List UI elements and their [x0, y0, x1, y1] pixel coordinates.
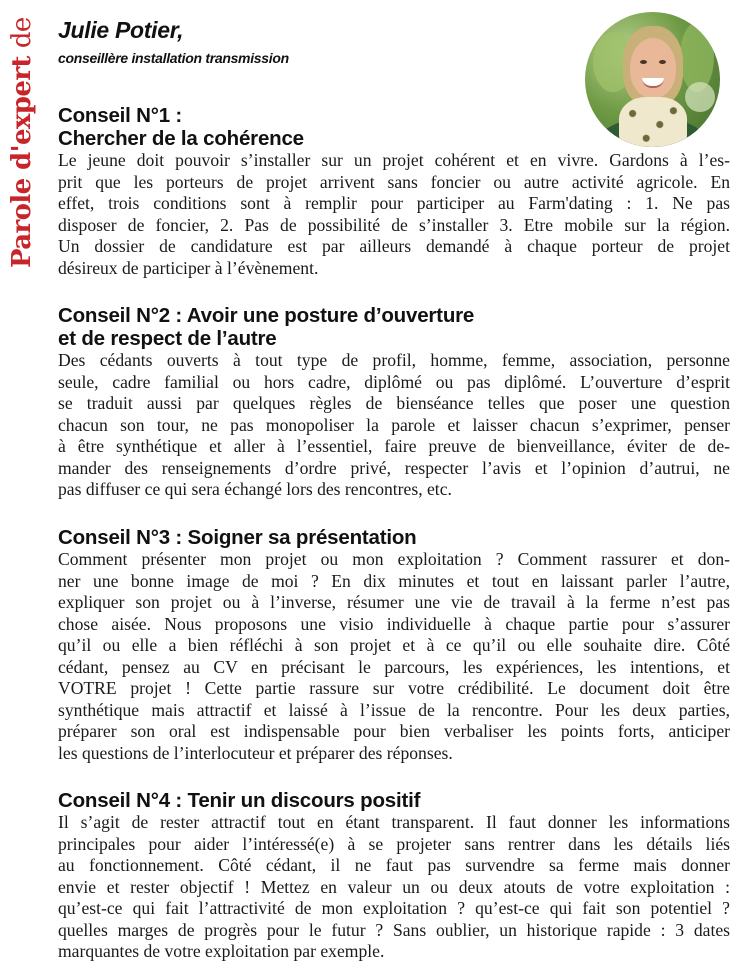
heading-line: Chercher de la cohérence [58, 127, 304, 150]
body-line: se traduit aussi par quelques règles de bienséance telles que poser une question [58, 393, 730, 414]
advice-section-2 [58, 304, 730, 501]
heading-line: Conseil N°4 : Tenir un discours positif [58, 789, 421, 812]
body-line: cédant, pensez au CV en précisant le parcours, les expériences, les intentions, et [58, 656, 730, 677]
body-line: au fonctionnement. Côté cédant, il ne faut pas survendre sa ferme mais donner [58, 855, 730, 876]
side-title-bold: Parole d'expert [7, 56, 37, 268]
body-line: envie et rester objectif ! Mettez en valeur un ou deux atouts de votre exploitation : [58, 876, 730, 897]
body-line: pas diffuser ce qui sera échangé lors des rencontres, etc. [58, 479, 452, 500]
photo-eye [659, 60, 666, 64]
body-line: VOTRE projet ! Cette partie rassure sur votre crédibilité. Le document doit être [58, 678, 730, 699]
body-line: Comment présenter mon projet ou mon exploitation ? Comment rassurer et don- [58, 549, 730, 569]
photo-face [630, 38, 676, 98]
body-line: principales pour aider l’intéressé(e) à se projeter sans rentrer dans les détails liés [58, 833, 730, 854]
body-line: chacun son tour, ne pas monopoliser la parole et laisser chacun s’exprimer, penser [58, 414, 730, 435]
expert-header [58, 14, 558, 68]
photo-eye [640, 60, 647, 64]
body-line: marquantes de votre exploitation par exemple. [58, 941, 385, 962]
body-line: ner une bonne image de moi ? En dix minutes et tout en laissant parler l’autre, [58, 570, 730, 591]
advice-section-1 [58, 104, 730, 279]
section-heading [58, 104, 730, 150]
section-body [58, 350, 730, 501]
body-line: préparer son oral est indispensable pour bien verbaliser les points forts, anticiper [58, 721, 730, 742]
body-line: seule, cadre familial ou hors cadre, diplômé ou pas diplômé. L’ouverture d’esprit [58, 371, 730, 392]
body-line: effet, trois conditions sont à remplir pour participer au Farm'dating : 1. Ne pas [58, 193, 730, 214]
body-line: les questions de l’interlocuteur et préparer des réponses. [58, 742, 453, 763]
body-line: Un dossier de candidature est par ailleurs demandé à chaque porteur de projet [58, 236, 730, 257]
side-title-light: de [7, 17, 37, 49]
expert-name: Julie Potier, [58, 17, 184, 43]
section-heading [58, 304, 730, 350]
body-line: qu’est-ce qui fait l’attractivité de mon exploitation ? qu’est-ce qui fait son potentiel ? [58, 898, 730, 919]
body-line: quelles marges de progrès pour le futur ? Sans oublier, un historique rapide : 3 dates [58, 919, 730, 940]
body-line: chose aisée. Nous proposons une visio individuelle à chaque partie pour s’assurer [58, 613, 730, 634]
body-line: expliquer son projet ou à l’inverse, résumer une vie de travail à la ferme n’est pas [58, 592, 730, 613]
body-line: à être synthétique et aller à l’essentiel, faire preuve de bienveillance, éviter de de- [58, 436, 730, 457]
heading-line: Conseil N°1 : [58, 104, 183, 127]
body-line: Il s’agit de rester attractif tout en étant transparent. Il faut donner les informations [58, 812, 730, 832]
section-body [58, 812, 730, 963]
heading-line: et de respect de l’autre [58, 327, 277, 350]
body-line: synthétique mais attractif et laissé à l’issue de la rencontre. Pour les deux parties, [58, 699, 730, 720]
body-line: qu’il ou elle a bien réfléchi à son projet et à ce qu’il ou elle souhaite dire. Côté [58, 635, 730, 656]
advice-section-4 [58, 789, 730, 963]
section-body [58, 549, 730, 764]
body-line: Des cédants ouverts à tout type de profil, homme, femme, association, personne [58, 350, 730, 370]
body-line: disposer de foncier, 2. Pas de possibilité de s’installer 3. Etre mobile sur la région. [58, 214, 730, 235]
body-line: désireux de participer à l’évènement. [58, 257, 319, 278]
body-line: Le jeune doit pouvoir s’installer sur un projet cohérent et en vivre. Gardons à l’es- [58, 150, 730, 170]
body-line: prit que les porteurs de projet arrivent sans foncier ou autre activité agricole. En [58, 171, 730, 192]
section-body [58, 150, 730, 279]
side-title [2, 14, 42, 268]
heading-line: Conseil N°2 : Avoir une posture d’ouverture [58, 304, 475, 327]
expert-role: conseillère installation transmission [58, 50, 289, 66]
section-heading [58, 526, 730, 549]
advice-section-3 [58, 526, 730, 764]
body-line: mander des renseignements d’ordre privé, respecter l’avis et l’opinion d’autrui, ne [58, 457, 730, 478]
heading-line: Conseil N°3 : Soigner sa présentation [58, 526, 417, 549]
section-heading [58, 789, 730, 812]
